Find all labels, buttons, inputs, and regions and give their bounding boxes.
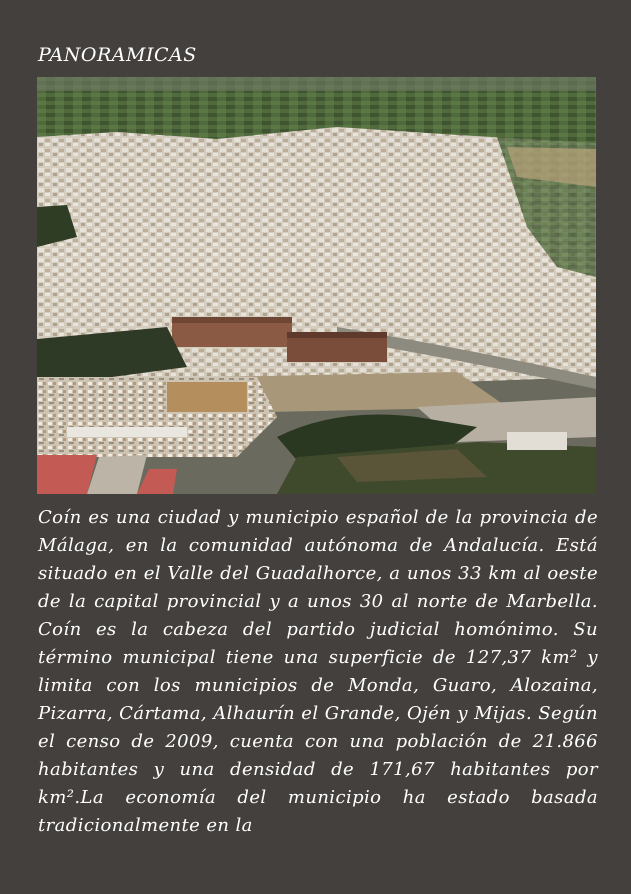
panorama-photo bbox=[37, 77, 596, 494]
panorama-illustration bbox=[37, 77, 596, 494]
page-title: PANORAMICAS bbox=[38, 44, 197, 66]
article-paragraph: Coín es una ciudad y municipio español de la provincia de Málaga, en la comunidad autónoma de Andalucía. Está situado en el Valle del Guadalhorce, a unos 33 km al oeste de la capital provincial y a unos 30 al norte de Marbella. Coín es la cabeza del partido judicial homónimo. Su término municipal tiene una superficie de 127,37 km² y limita con los municipios de Monda, Guaro, Alozaina, Pizarra, Cártama, Alhaurín el Grande, Ojén y Mijas. Según el censo de 2009, cuenta con una población de 21.866 habitantes y una densidad de 171,67 habitantes por km².La economía del municipio ha estado basada tradicionalmente en la bbox=[38, 507, 598, 836]
